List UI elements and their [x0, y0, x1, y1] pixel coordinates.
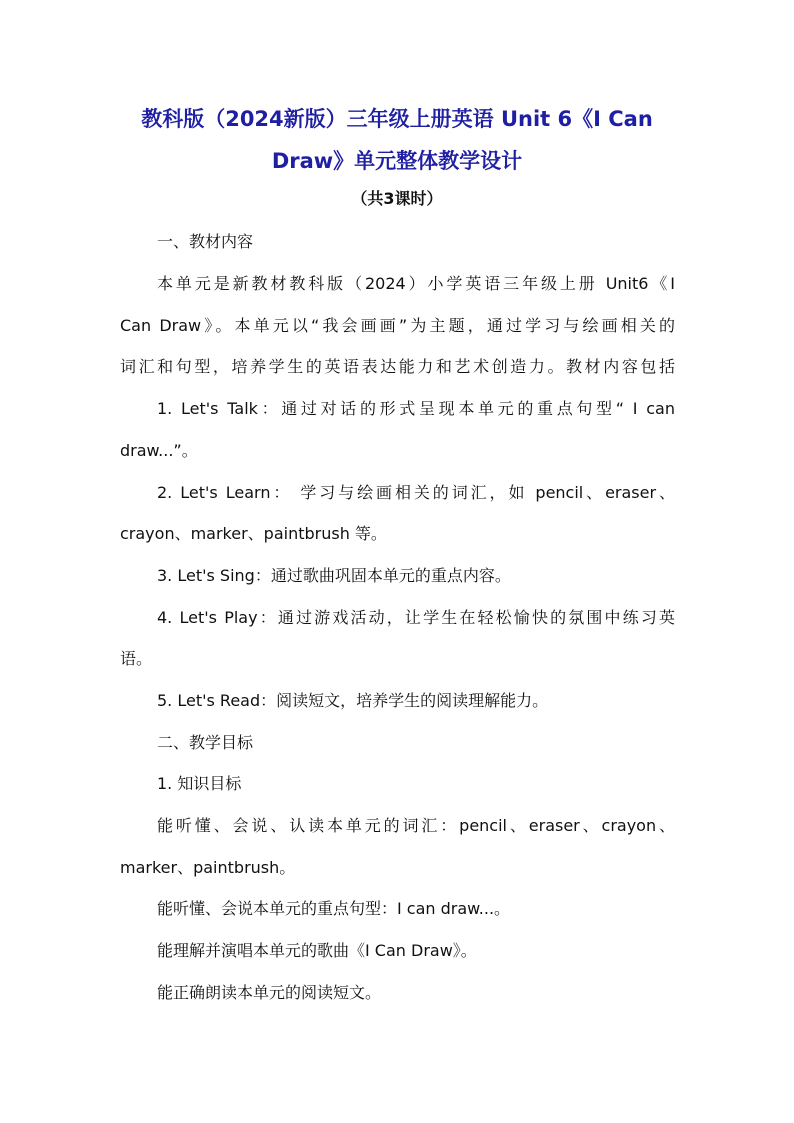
paragraph-line: Can Draw》。本单元以“我会画画”为主题，通过学习与绘画相关的	[120, 316, 675, 335]
subheading-knowledge: 1. 知识目标	[157, 774, 242, 793]
doc-title-line-2: Draw》单元整体教学设计	[271, 149, 523, 173]
objective-line-cont: marker、paintbrush。	[120, 858, 296, 877]
list-item-play: 4. Let's Play：通过游戏活动，让学生在轻松愉快的氛围中练习英	[157, 608, 675, 627]
objective-line: 能听懂、会说本单元的重点句型：I can draw...。	[157, 899, 511, 918]
list-item-talk: 1. Let's Talk：通过对话的形式呈现本单元的重点句型“ I can	[157, 399, 675, 418]
section-heading-content: 一、教材内容	[157, 232, 254, 251]
list-item-read: 5. Let's Read：阅读短文，培养学生的阅读理解能力。	[157, 691, 549, 710]
objective-line: 能理解并演唱本单元的歌曲《I Can Draw》。	[157, 941, 477, 960]
paragraph-line: 词汇和句型，培养学生的英语表达能力和艺术创造力。教材内容包括	[120, 357, 675, 376]
list-item-play-cont: 语。	[120, 649, 153, 668]
list-item-sing: 3. Let's Sing：通过歌曲巩固本单元的重点内容。	[157, 566, 511, 585]
doc-title-line-1: 教科版（2024新版）三年级上册英语 Unit 6《I Can	[141, 107, 653, 131]
list-item-talk-cont: draw...”。	[120, 441, 198, 460]
list-item-learn-cont: crayon、marker、paintbrush 等。	[120, 524, 387, 543]
objective-line: 能正确朗读本单元的阅读短文。	[157, 983, 382, 1002]
doc-subtitle: （共3课时）	[351, 189, 443, 208]
section-heading-objectives: 二、教学目标	[157, 733, 254, 752]
list-item-learn: 2. Let's Learn： 学习与绘画相关的词汇，如 pencil、eraser、	[157, 483, 675, 502]
objective-line: 能听懂、会说、认读本单元的词汇：pencil、eraser、crayon、	[157, 816, 675, 835]
paragraph-line: 本单元是新教材教科版（2024）小学英语三年级上册 Unit6《I	[157, 274, 675, 293]
